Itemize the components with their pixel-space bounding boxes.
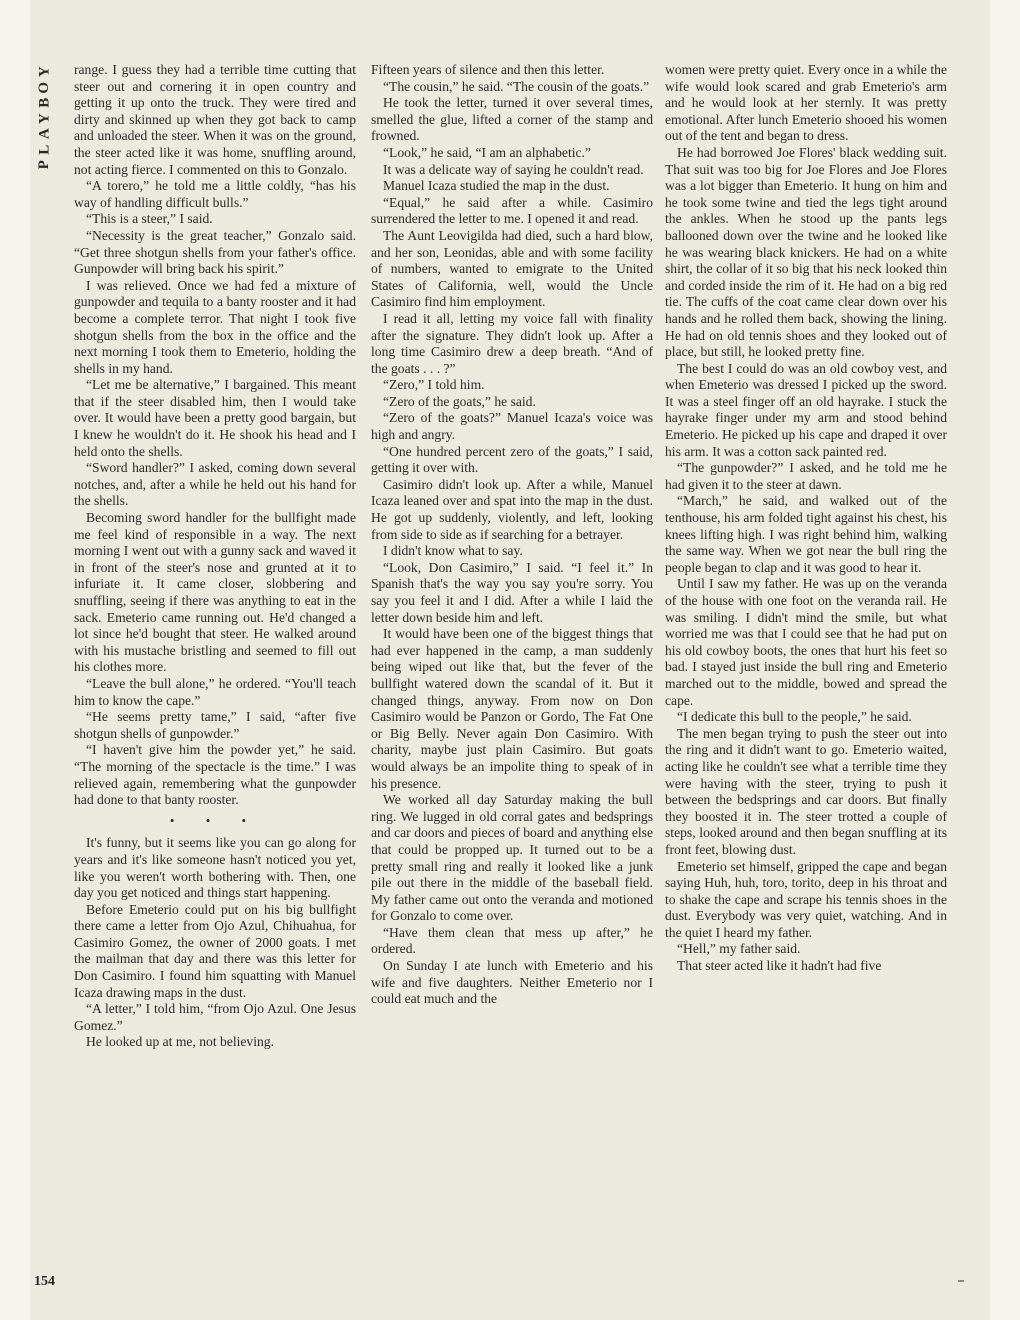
paragraph: I read it all, letting my voice fall with finality after the signature. They didn't look up. After a long time Casimiro drew a deep breath. “And of the goats . . . ?” — [371, 310, 653, 376]
masthead-letter: P — [36, 160, 53, 170]
paragraph: “The gunpowder?” I asked, and he told me he had given it to the steer at dawn. — [665, 460, 947, 492]
paragraph: “Hell,” my father said. — [677, 941, 801, 957]
paragraph: Manuel Icaza studied the map in the dust. — [383, 178, 610, 194]
section-break: • • • — [169, 812, 261, 828]
masthead-letter: Y — [36, 112, 53, 124]
paragraph: “March,” he said, and walked out of the tenthouse, his arm folded tight against his chest, his knees lifting high. I was right behind him, walking the same way. When we got near the bull ring the people began to clap and it was good to hear it. — [665, 493, 947, 575]
paragraph: The men began trying to push the steer out into the ring and it didn't want to go. Emeterio waited, acting like he couldn't see what a terrible time they were having with the steer, trying to push it between the bedsprings and car doors. But finally they boosted it in. The steer trotted a couple of steps, looked around and then began snuffling at its front feet, blowing dust. — [665, 725, 947, 857]
paragraph: “A letter,” I told him, “from Ojo Azul. One Jesus Gomez.” — [74, 1001, 356, 1033]
paragraph: “This is a steer,” I said. — [86, 211, 213, 227]
paragraph: The Aunt Leovigilda had died, such a hard blow, and her son, Leonidas, able and with some facility of numbers, wanted to emigrate to the United States of California, well, would the Uncle Casimiro find him employment. — [371, 227, 653, 310]
paragraph: “Equal,” he said after a while. Casimiro surrendered the letter to me. I opened it and read. — [371, 194, 653, 227]
paragraph: “I dedicate this bull to the people,” he said. — [677, 709, 912, 725]
page-edge-right — [990, 0, 1020, 1320]
paragraph: I didn't know what to say. — [383, 543, 523, 559]
paragraph: “Look,” he said, “I am an alphabetic.” — [383, 144, 591, 160]
paragraph: Before Emeterio could put on his big bullfight there came a letter from Ojo Azul, Chihuahua, for Casimiro Gomez, the owner of 2000 goats. I met the mailman that day and there was this letter for Don Casimiro. I found him squatting with Manuel Icaza drawing maps in the dust. — [74, 901, 356, 1000]
paragraph: “Zero,” I told him. — [383, 377, 485, 393]
paragraph: “One hundred percent zero of the goats,” I said, getting it over with. — [371, 443, 653, 476]
paragraph: “Necessity is the great teacher,” Gonzalo said. “Get three shotgun shells from your father's office. Gunpowder will bring back his spirit.” — [74, 227, 356, 277]
paragraph: Becoming sword handler for the bullfight made me feel kind of responsible in a way. The next morning I went out with a gunny sack and waved it in front of the steer's nose and grunted at it to infuriate it. It came closer, slobbering and snuffling, seeing if there was anything to eat in the sack. Emeterio came running out. He'd changed a lot since he'd bought that steer. He walked around with his mustache bristling and seemed to fill out his clothes more. — [74, 510, 356, 675]
paragraph: “A torero,” he told me a little coldly, “has his way of handling difficult bulls.” — [74, 178, 356, 210]
paragraph: “Look, Don Casimiro,” I said. “I feel it.” In Spanish that's the way you say you're sorry. You say you feel it and I did. After a while I laid the letter down beside him and left. — [371, 559, 653, 625]
paragraph: I was relieved. Once we had fed a mixture of gunpowder and tequila to a banty rooster and it had become a complete terror. That night I took five shotgun shells from the box in the office and the next morning I took them to Emeterio, holding the shells in my hand. — [74, 277, 356, 376]
paragraph: “Sword handler?” I asked, coming down several notches, and, after a while he held out his hand for the shells. — [74, 460, 356, 509]
paragraph: It would have been one of the biggest things that had ever happened in the camp, a man suddenly being wiped out like that, but the fever of the bullfight watered down the scandal of it. But it changed things, anyway. From now on Don Casimiro would be Panzon or Gordo, The Fat One or Big Belly. Never again Don Casimiro. With charity, maybe just plain Casimiro. But goats would always be an impolite thing to speak of in his presence. — [371, 626, 653, 791]
masthead-letter: B — [36, 97, 53, 108]
paragraph: “Let me be alternative,” I bargained. This meant that if the steer disabled him, then I would take over. It would have been a pretty good bargain, but I knew he wouldn't do it. He shook his head and I held onto the shells. — [74, 377, 356, 459]
text-column-1 — [74, 62, 356, 1051]
paragraph: He looked up at me, not believing. — [86, 1034, 275, 1050]
paragraph: “Zero of the goats,” he said. — [383, 393, 536, 409]
paragraph: On Sunday I ate lunch with Emeterio and his wife and five daughters. Neither Emeterio nor I could eat much and the — [371, 958, 653, 1007]
paragraph: That steer acted like it hadn't had five — [677, 958, 882, 974]
masthead-letter: L — [36, 144, 53, 155]
text-column-3 — [665, 62, 947, 975]
paragraph: “Leave the bull alone,” he ordered. “You'll teach him to know the cape.” — [74, 675, 356, 708]
paragraph: “Zero of the goats?” Manuel Icaza's voice was high and angry. — [371, 410, 653, 443]
paragraph: It was a delicate way of saying he couldn't read. — [383, 161, 644, 177]
paragraph: He had borrowed Joe Flores' black wedding suit. That suit was too big for Joe Flores and Joe Flores was a lot bigger than Emeterio. It hung on him and he took some twine and tied the legs tight around the ankles. When he stood up the pants legs ballooned down over the twine and he looked like he was wearing black knickers. He had on a white shirt, the collar of it so big that his neck looked thin and corded inside the rim of it. He had on a big red tie. The cuffs of the coat came clear down over his hands and he rolled them back, showing the lining. He had on old tennis shoes and they looked out of place, but still, he looked pretty fine. — [665, 144, 947, 360]
paragraph: “The cousin,” he said. “The cousin of the goats.” — [383, 78, 650, 94]
paragraph: It's funny, but it seems like you can go along for years and it's like someone hasn't noticed you yet, like you weren't worth bothering with. Then, one day you get noticed and things start happening. — [74, 835, 356, 901]
text-column-2 — [371, 62, 653, 1008]
playboy-vertical-masthead — [34, 64, 56, 173]
masthead-letter: Y — [36, 66, 53, 78]
paragraph: range. I guess they had a terrible time cutting that steer out and cornering it in open country and getting it up onto the truck. They were tired and dirty and skinned up when they got back to camp and unloaded the steer. When it was on the ground, the steer acted like it was home, snuffling around, not acting fierce. I commented on this to Gonzalo. — [74, 62, 356, 177]
paragraph: The best I could do was an old cowboy vest, and when Emeterio was dressed I picked up the sword. It was a steel finger off an old hayrake. I stuck the hayrake finger under my arm and stood behind Emeterio. He picked up his cape and draped it over his arm. It was a cotton sack painted red. — [665, 360, 947, 459]
paragraph: We worked all day Saturday making the bull ring. We lugged in old corral gates and bedsprings and car doors and pieces of board and anything else that could be propped up. It turned out to be a pretty small ring and really it looked like a junk pile out there in the middle of the baseball field. My father came out onto the veranda and motioned for Gonzalo to come over. — [371, 792, 653, 924]
page-edge-left — [0, 0, 30, 1320]
masthead-letter: O — [36, 81, 53, 94]
paragraph: Fifteen years of silence and then this letter. — [371, 62, 605, 77]
paragraph: “I haven't give him the powder yet,” he said. “The morning of the spectacle is the time.” I was relieved again, remembering what the gunpowder had done to that banty rooster. — [74, 742, 356, 808]
page-number: 154 — [34, 1274, 55, 1289]
paragraph: Until I saw my father. He was up on the veranda of the house with one foot on the veranda rail. He was smiling. I didn't mind the smile, but what worried me was that I could see that he had put on his old cowboy boots, the ones that hurt his feet so bad. I stayed just inside the bull ring and Emeterio marched out to the middle, bowed and spread the cape. — [665, 576, 947, 708]
printer-mark — [958, 1280, 964, 1282]
masthead-letter: A — [36, 128, 53, 140]
paragraph: Casimiro didn't look up. After a while, Manuel Icaza leaned over and spat into the map in the dust. He got up suddenly, violently, and left, looking from side to side as if searching for a betrayer. — [371, 476, 653, 542]
paragraph: women were pretty quiet. Every once in a while the wife would look scared and grab Emeterio's arm and he would look at her sternly. It was pretty emotional. After lunch Emeterio shooed his women out of the tent and began to dress. — [665, 62, 947, 144]
paragraph: Emeterio set himself, gripped the cape and began saying Huh, huh, toro, torito, deep in his throat and to shake the cape and scrape his tennis shoes in the dust. Everybody was very quiet, watching. And in the quiet I heard my father. — [665, 858, 947, 940]
paragraph: He took the letter, turned it over several times, smelled the glue, lifted a corner of the stamp and frowned. — [371, 95, 653, 144]
paragraph: “He seems pretty tame,” I said, “after five shotgun shells of gunpowder.” — [74, 709, 356, 741]
paragraph: “Have them clean that mess up after,” he ordered. — [371, 924, 653, 957]
